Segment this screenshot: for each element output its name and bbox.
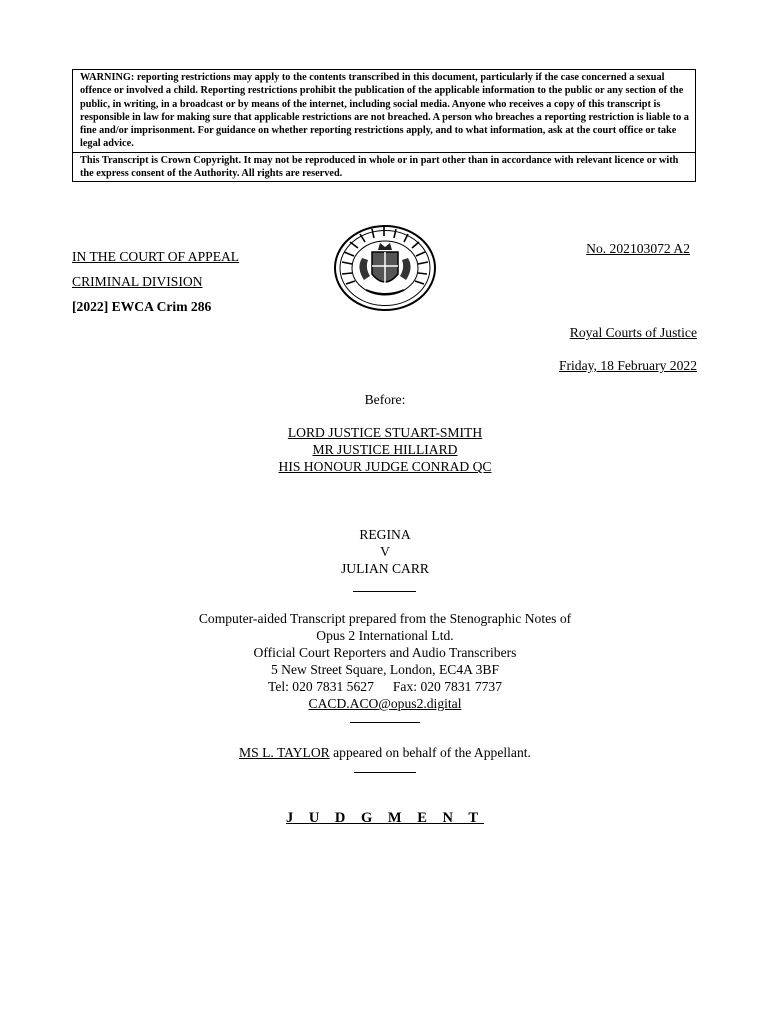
neutral-citation: [2022] EWCA Crim 286 <box>72 299 212 314</box>
venue: Royal Courts of Justice <box>569 325 697 340</box>
judge-2: MR JUSTICE HILLIARD <box>312 442 458 457</box>
court-division: CRIMINAL DIVISION <box>72 274 203 289</box>
judgment-heading <box>0 810 770 827</box>
royal-courts-seal-icon <box>332 224 438 312</box>
defendant-party: JULIAN CARR <box>341 561 429 576</box>
court-name: IN THE COURT OF APPEAL <box>72 249 240 264</box>
appearance-role: appeared on behalf of the Appellant. <box>329 745 531 760</box>
telephone-number: Tel: 020 7831 5627 <box>267 679 374 694</box>
transcriber-email-link[interactable]: CACD.ACO@opus2.digital <box>308 696 462 711</box>
copyright-text: This Transcript is Crown Copyright. It may not be reproduced in whole or in part other than in accordance with relevant licence or with the express consent of the Authority. All rights are reserved. <box>80 154 679 180</box>
hearing-date: Friday, 18 February 2022 <box>558 358 697 373</box>
transcriber-contact <box>0 678 770 695</box>
judgment-heading-text: J U D G M E N T <box>285 810 485 826</box>
divider-line <box>350 722 420 723</box>
reporting-restrictions-notice <box>72 69 696 182</box>
counsel-name: MS L. TAYLOR <box>239 745 330 760</box>
transcriber-line-1: Computer-aided Transcript prepared from the Stenographic Notes of <box>198 611 572 626</box>
judge-1: LORD JUSTICE STUART-SMITH <box>287 425 483 440</box>
divider-line <box>354 772 416 773</box>
warning-text: WARNING: reporting restrictions may apply to the contents transcribed in this document, particularly if the case concerned a sexual offence or involved a child. Reporting restrictions prohibit the publication of the applicable information to the public or any section of the public, in writing, in a broadcast or by means of the internet, including social media. Anyone who receives a copy of this transcript is responsible in law for making sure that applicable restrictions are not breached. A person who breaches a reporting restriction is liable to a fine and/or imprisonment. For guidance on whether reporting restrictions apply, and to what information, ask at the court office or take legal advice. <box>73 70 695 153</box>
before-label: Before: <box>364 392 406 407</box>
appearance-line <box>0 744 770 761</box>
email-row <box>0 695 770 712</box>
divider-line <box>353 591 416 592</box>
fax-number: Fax: 020 7831 7737 <box>392 679 503 694</box>
versus-label: V <box>380 544 390 559</box>
case-number: No. 202103072 A2 <box>586 241 690 256</box>
transcriber-address: 5 New Street Square, London, EC4A 3BF <box>270 662 500 677</box>
transcriber-role: Official Court Reporters and Audio Transcribers <box>253 645 517 660</box>
transcriber-company: Opus 2 International Ltd. <box>316 628 454 643</box>
judge-3: HIS HONOUR JUDGE CONRAD QC <box>278 459 492 474</box>
prosecution-party: REGINA <box>359 527 411 542</box>
